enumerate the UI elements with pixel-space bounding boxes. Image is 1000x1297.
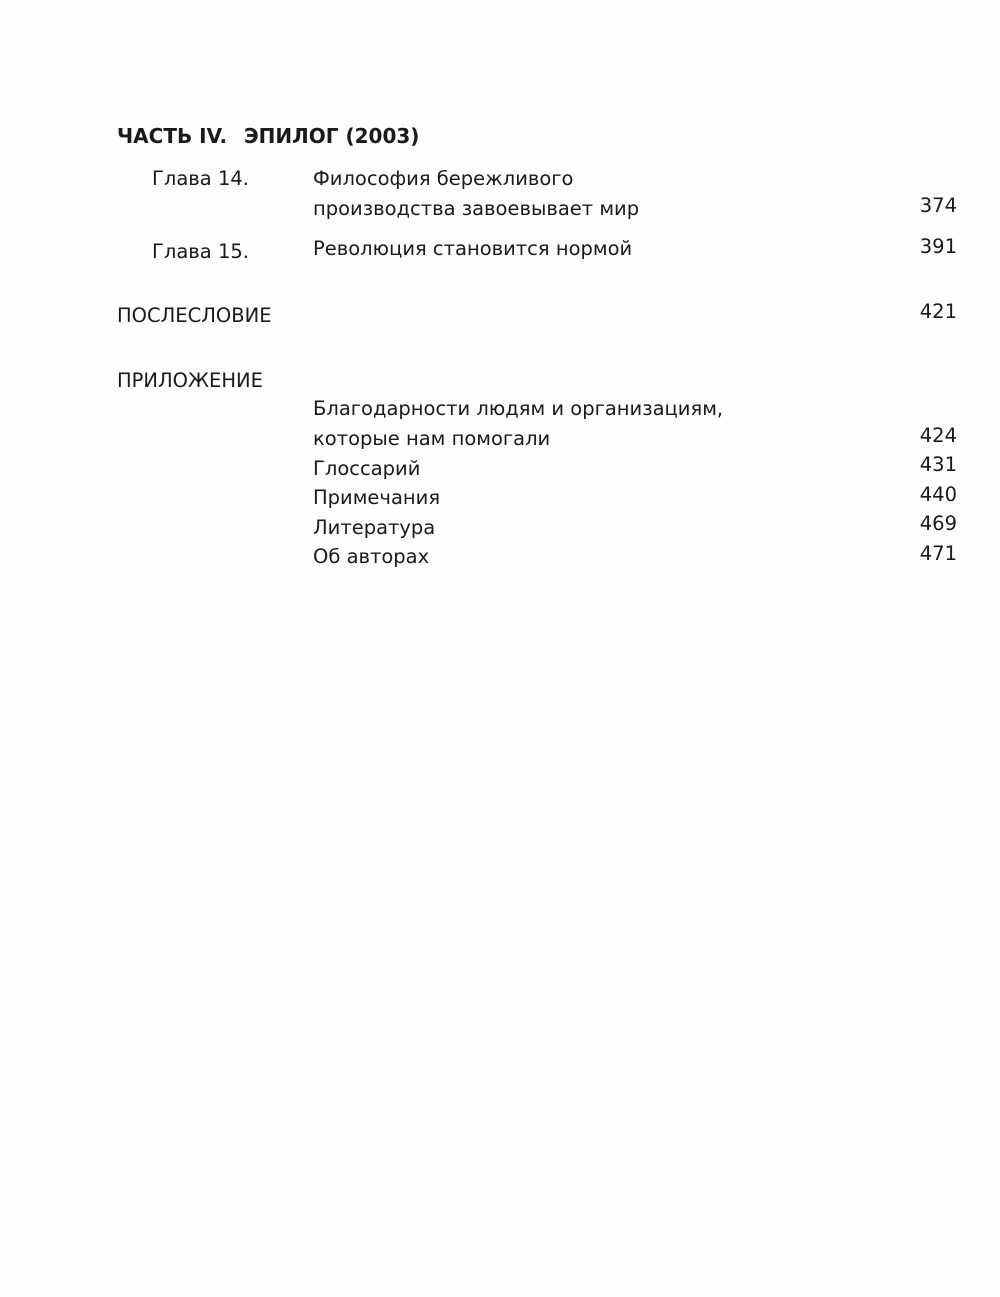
chapter-15-title-line1: Революция становится нормой	[313, 237, 633, 260]
appendix-item-notes-page: 440	[919, 483, 957, 506]
chapter-14-label: Глава 14.	[152, 167, 249, 190]
chapter-14-page: 374	[919, 194, 957, 217]
appendix-item-about-authors-page: 471	[919, 542, 957, 565]
chapter-14-title-line2: производства завоевывает мир	[313, 197, 640, 220]
chapter-15-label: Глава 15.	[152, 240, 249, 263]
part-title: ЭПИЛОГ (2003)	[244, 124, 420, 148]
appendix-item-acknowledgements-page: 424	[919, 424, 957, 447]
appendix-item-glossary: Глоссарий	[313, 457, 421, 480]
appendix-item-about-authors: Об авторах	[313, 545, 430, 568]
appendix-item-literature-page: 469	[919, 512, 957, 535]
appendix-item-acknowledgements-line2: которые нам помогали	[313, 427, 551, 450]
appendix-item-literature: Литература	[313, 516, 436, 539]
appendix-title: ПРИЛОЖЕНИЕ	[117, 369, 263, 392]
afterword-title: ПОСЛЕСЛОВИЕ	[117, 304, 272, 327]
part-heading	[117, 121, 419, 151]
afterword-page: 421	[919, 300, 957, 323]
appendix-item-acknowledgements-line1: Благодарности людям и организациям,	[313, 397, 724, 420]
chapter-14-title-line1: Философия бережливого	[313, 167, 574, 190]
part-number: ЧАСТЬ IV.	[117, 124, 228, 148]
appendix-item-notes: Примечания	[313, 486, 441, 509]
appendix-item-glossary-page: 431	[919, 453, 957, 476]
chapter-15-page: 391	[919, 235, 957, 258]
